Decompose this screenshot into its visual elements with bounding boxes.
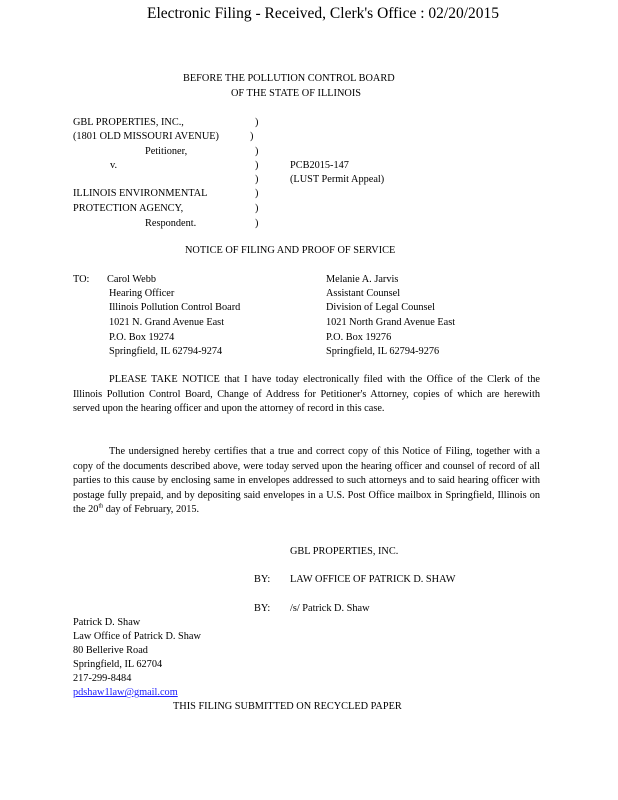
recipient2-city: Springfield, IL 62794-9276: [326, 346, 440, 357]
certification-text-end: day of February, 2015.: [103, 504, 200, 516]
contact-street: 80 Bellerive Road: [73, 645, 148, 656]
recipient1-title: Hearing Officer: [109, 288, 175, 299]
ordinal-suffix: th: [98, 503, 104, 510]
contact-city: Springfield, IL 62704: [73, 659, 163, 670]
electronic-signature: /s/ Patrick D. Shaw: [290, 603, 370, 614]
case-number: PCB2015-147: [290, 160, 349, 171]
signature-firm: GBL PROPERTIES, INC.: [290, 546, 399, 557]
caption-paren: ): [255, 146, 259, 157]
court-name-line2: OF THE STATE OF ILLINOIS: [231, 88, 361, 99]
respondent-line1: ILLINOIS ENVIRONMENTAL: [73, 188, 208, 199]
petitioner-role: Petitioner,: [145, 146, 188, 157]
by-label: BY:: [254, 603, 271, 614]
case-type: (LUST Permit Appeal): [290, 174, 385, 185]
recipient1-city: Springfield, IL 62794-9274: [109, 346, 223, 357]
notice-text: PLEASE TAKE NOTICE that I have today electronically filed with the Office of the Clerk of the Illinois Pollution Control Board, Change of Address for Petitioner's Attorney, copies of which are herewith served upon the hearing officer and upon the attorney of record in this case.: [73, 374, 540, 415]
to-label: TO:: [73, 274, 90, 285]
respondent-role: Respondent.: [145, 218, 197, 229]
recipient2-title: Assistant Counsel: [326, 288, 401, 299]
contact-name: Patrick D. Shaw: [73, 617, 141, 628]
contact-firm: Law Office of Patrick D. Shaw: [73, 631, 201, 642]
recipient1-name: Carol Webb: [107, 274, 157, 285]
recipient2-box: P.O. Box 19276: [326, 332, 392, 343]
recipient1-street: 1021 N. Grand Avenue East: [109, 317, 225, 328]
recipient2-org: Division of Legal Counsel: [326, 302, 435, 313]
filing-header: Electronic Filing - Received, Clerk's Office : 02/20/2015: [147, 5, 500, 22]
versus: v.: [110, 160, 118, 171]
certification-text: The undersigned hereby certifies that a true and correct copy of this Notice of Filing, together with a copy of the documents described above, were today served upon the hearing officer and counsel of record of all parties to this cause by enclosing same in envelopes addressed to such attorneys and to said hearing officer with postage fully prepaid, and by depositing said envelopes in a U.S. Post Office mailbox in Springfield, Illinois on the 20: [73, 446, 540, 516]
contact-phone: 217-299-8484: [73, 673, 132, 684]
contact-email-link[interactable]: pdshaw1law@gmail.com: [73, 687, 178, 698]
caption-paren: ): [255, 218, 259, 229]
caption-paren: ): [255, 174, 259, 185]
caption-paren: ): [255, 188, 259, 199]
petitioner-address: (1801 OLD MISSOURI AVENUE): [73, 131, 219, 142]
respondent-line2: PROTECTION AGENCY,: [73, 203, 184, 214]
by-label: BY:: [254, 574, 271, 585]
document-title: NOTICE OF FILING AND PROOF OF SERVICE: [185, 245, 396, 256]
footer-recycled-note: THIS FILING SUBMITTED ON RECYCLED PAPER: [173, 701, 402, 712]
recipient2-street: 1021 North Grand Avenue East: [326, 317, 456, 328]
signature-law-office: LAW OFFICE OF PATRICK D. SHAW: [290, 574, 456, 585]
recipient1-box: P.O. Box 19274: [109, 332, 175, 343]
petitioner-name: GBL PROPERTIES, INC.,: [73, 117, 184, 128]
certification-paragraph: [73, 445, 540, 518]
recipient2-name: Melanie A. Jarvis: [326, 274, 399, 285]
recipient1-org: Illinois Pollution Control Board: [109, 302, 241, 313]
caption-paren: ): [250, 131, 254, 142]
notice-paragraph: [73, 373, 540, 417]
caption-paren: ): [255, 203, 259, 214]
caption-paren: ): [255, 160, 259, 171]
court-name-line1: BEFORE THE POLLUTION CONTROL BOARD: [183, 73, 395, 84]
caption-paren: ): [255, 117, 259, 128]
